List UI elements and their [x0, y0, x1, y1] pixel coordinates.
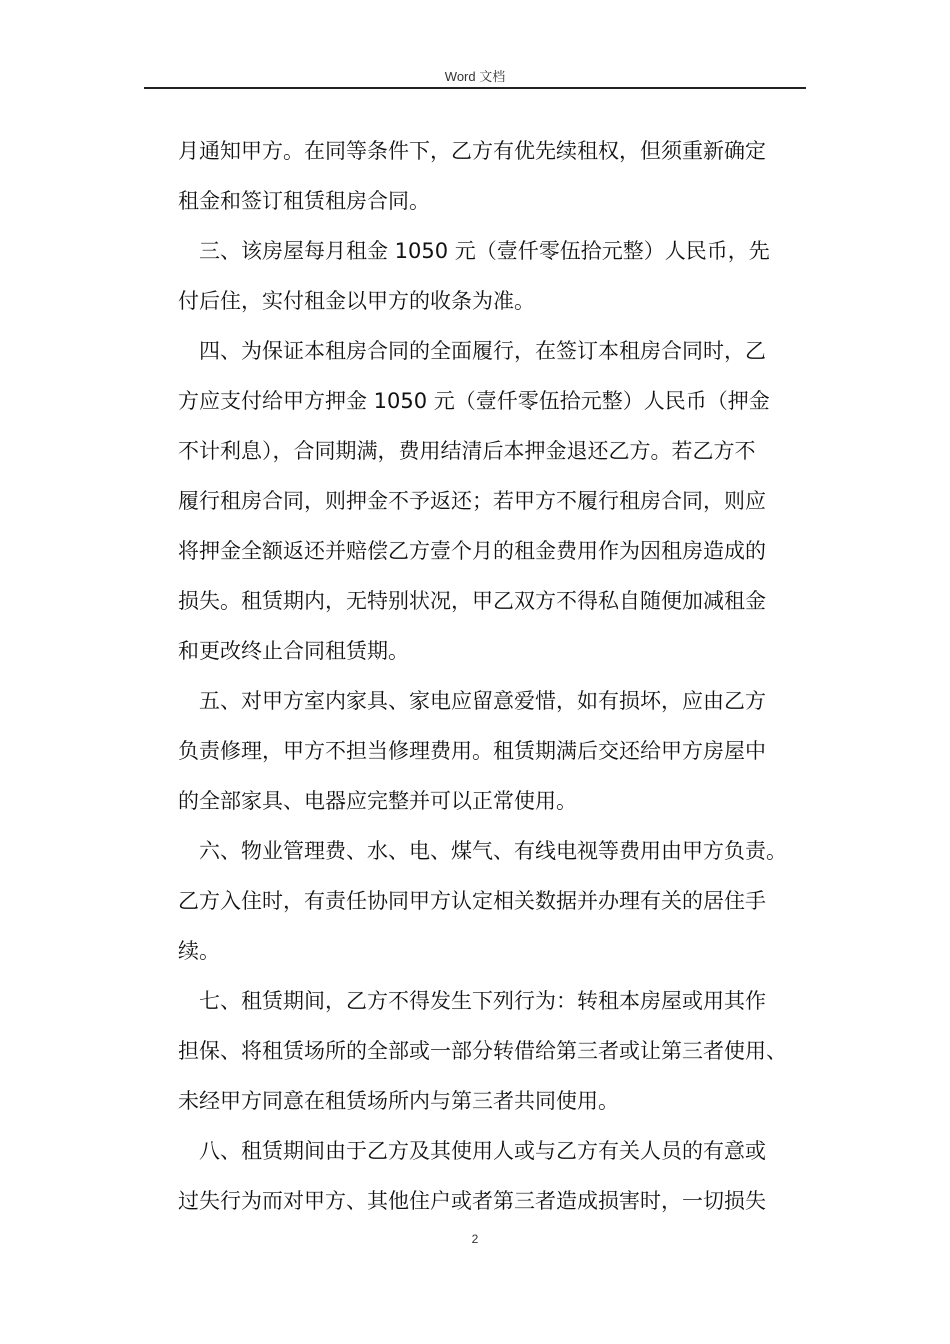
text-line: 履行租房合同，则押金不予返还；若甲方不履行租房合同，则应 — [178, 489, 766, 513]
page-header: Word 文档 — [444, 69, 506, 84]
text-line: 七、租赁期间，乙方不得发生下列行为：转租本房屋或用其作 — [199, 989, 766, 1013]
text-line: 四、为保证本租房合同的全面履行，在签订本租房合同时，乙 — [199, 339, 766, 363]
text-line: 未经甲方同意在租赁场所内与第三者共同使用。 — [178, 1089, 619, 1113]
text-line: 月通知甲方。在同等条件下，乙方有优先续租权，但须重新确定 — [178, 139, 766, 163]
text-line: 负责修理，甲方不担当修理费用。租赁期满后交还给甲方房屋中 — [178, 739, 766, 763]
page-number: 2 — [471, 1232, 479, 1246]
text-line: 三、该房屋每月租金 1050 元（壹仟零伍拾元整）人民币，先 — [199, 239, 770, 263]
text-line: 六、物业管理费、水、电、煤气、有线电视等费用由甲方负责。 — [199, 839, 787, 863]
text-line: 续。 — [178, 939, 220, 963]
text-line: 乙方入住时，有责任协同甲方认定相关数据并办理有关的居住手 — [178, 889, 766, 913]
document-body — [178, 131, 818, 1231]
text-line: 租金和签订租赁租房合同。 — [178, 189, 430, 213]
text-line: 和更改终止合同租赁期。 — [178, 639, 409, 663]
text-line: 不计利息），合同期满，费用结清后本押金退还乙方。若乙方不 — [178, 439, 756, 463]
text-line: 八、租赁期间由于乙方及其使用人或与乙方有关人员的有意或 — [199, 1139, 766, 1163]
header-divider — [144, 87, 806, 89]
text-line: 将押金全额返还并赔偿乙方壹个月的租金费用作为因租房造成的 — [178, 539, 766, 563]
text-line: 过失行为而对甲方、其他住户或者第三者造成损害时，一切损失 — [178, 1189, 766, 1213]
text-line: 损失。租赁期内，无特别状况，甲乙双方不得私自随便加减租金 — [178, 589, 766, 613]
text-line: 方应支付给甲方押金 1050 元（壹仟零伍拾元整）人民币（押金 — [178, 389, 770, 413]
text-line: 的全部家具、电器应完整并可以正常使用。 — [178, 789, 577, 813]
text-line: 担保、将租赁场所的全部或一部分转借给第三者或让第三者使用、 — [178, 1039, 787, 1063]
text-line: 五、对甲方室内家具、家电应留意爱惜，如有损坏，应由乙方 — [199, 689, 766, 713]
text-line: 付后住，实付租金以甲方的收条为准。 — [178, 289, 535, 313]
